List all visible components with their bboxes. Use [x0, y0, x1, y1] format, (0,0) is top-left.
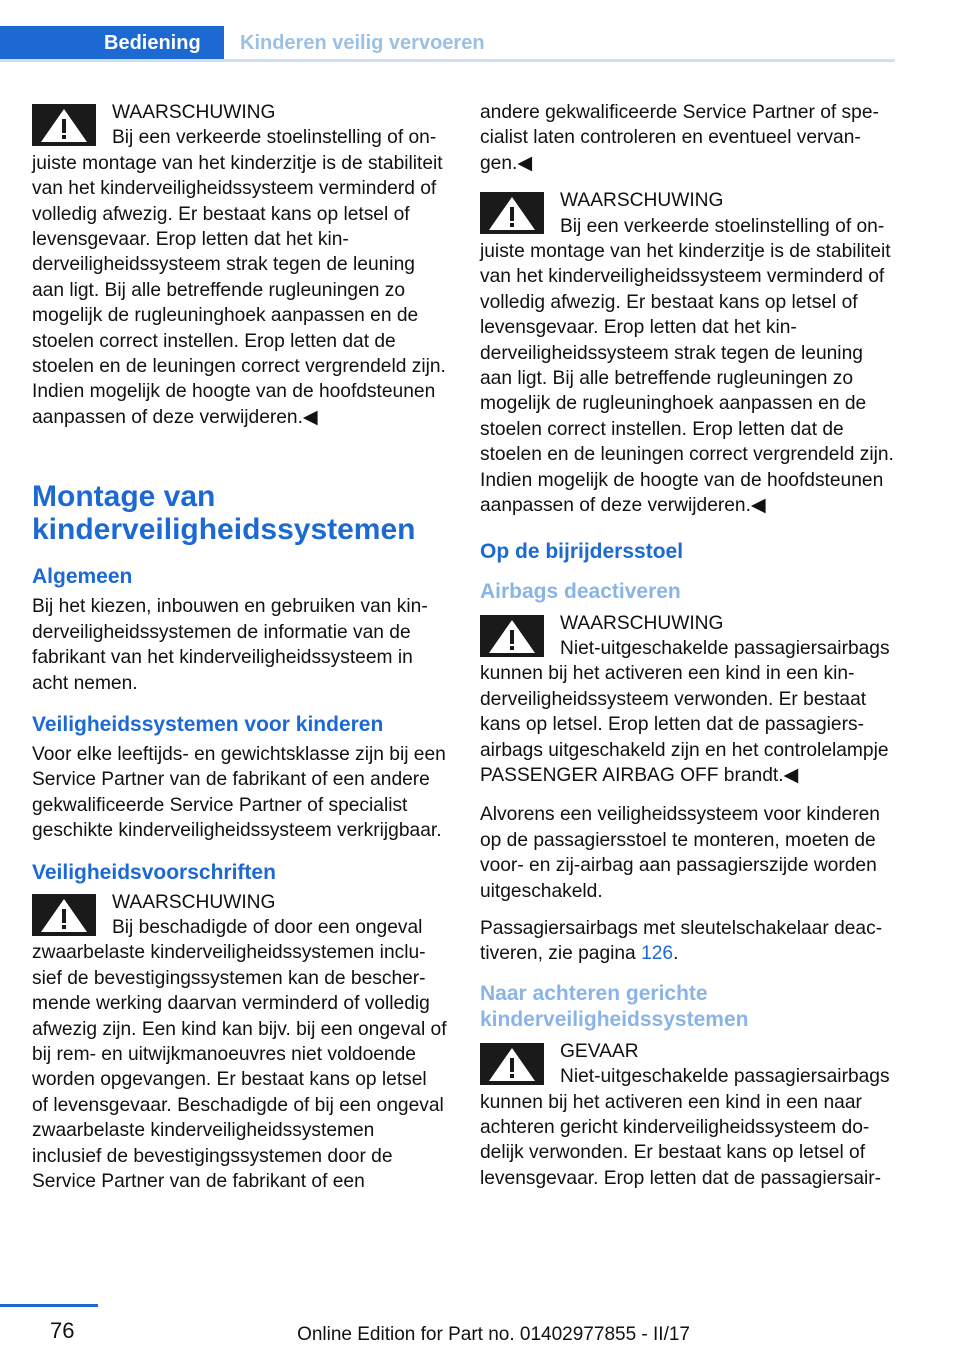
danger-title: GEVAAR — [560, 1040, 639, 1062]
paragraph-text: . — [673, 943, 679, 965]
paragraph: Alvorens een veiligheidssysteem voor kinderen op de passagiersstoel te monteren, moeten de voor- en zij-airbag aan passagierszijde worden uitgeschakeld. — [480, 804, 880, 902]
left-column — [32, 100, 447, 1208]
page-header — [0, 0, 895, 62]
section-heading: Montage van kinderveiligheidssystemen — [32, 480, 416, 547]
warning-triangle-icon — [480, 615, 544, 657]
warning-text: Bij een verkeerde stoelinstelling of onjuiste montage van het kinderzitje is de stabiliteit van het kinderveiligheidssysteem verminderd of volledig afwezig. Er bestaat kans op letsel of levensgevaar. Erop letten dat het kinderveiligheidssysteem strak tegen de leuning aan ligt. Bij alle betreffende rugleuningen zo mogelijk de rugleuninghoek aanpassen en de stoelen correct instellen. Erop letten dat de stoelen en de leuningen correct vergrendeld zijn. Indien mogelijk de hoogte van de hoofdsteunen aanpassen of deze verwijderen.◀ — [32, 127, 446, 428]
paragraph: Bij het kiezen, inbouwen en gebruiken van kinderveiligheidssystemen de informatie van de fabrikant van het kinderveiligheidssysteem in acht nemen. — [32, 596, 428, 694]
subheading-bijrijdersstoel: Op de bijrijdersstoel — [480, 539, 684, 563]
warning-title: WAARSCHUWING — [560, 612, 724, 634]
warning-block — [32, 890, 447, 1195]
paragraph: Voor elke leeftijds- en gewichtsklasse zijn bij een Service Partner van de fabrikant of een andere gekwalificeerde Service Partner of specialist geschikte kinderveiligheidssysteem verkrijgbaar. — [32, 743, 446, 842]
section-tab: Bediening — [0, 26, 224, 60]
header-rule — [0, 59, 895, 62]
subheading-veiligheidsvoorschriften: Veiligheidsvoorschriften — [32, 860, 276, 884]
paragraph-text: Passagiersairbags met sleutelschakelaar deactiveren, zie pagina — [480, 917, 883, 965]
edition-label: Online Edition for Part no. 01402977855 - II/17 — [297, 1324, 690, 1345]
page-number: 76 — [50, 1318, 75, 1343]
subheading-veiligheidssystemen: Veiligheidssystemen voor kinderen — [32, 712, 384, 736]
danger-text: Niet-uitgeschakelde passagiersairbags kunnen bij het activeren een kind in een naar achteren gericht kinderveiligheidssysteem dodelijk verwonden. Er bestaat kans op letsel of levensgevaar. Erop letten dat de passagiersair- — [480, 1066, 890, 1189]
subheading-naar-achteren: Naar achteren gerichte kinderveiligheidssystemen — [480, 981, 749, 1031]
warning-block — [480, 188, 895, 518]
subheading-algemeen: Algemeen — [32, 565, 133, 589]
subheading-airbags-deactiveren: Airbags deactiveren — [480, 579, 681, 603]
page-link[interactable]: 126 — [641, 943, 674, 965]
paragraph-with-link — [480, 916, 895, 967]
warning-title: WAARSCHUWING — [560, 190, 724, 212]
warning-triangle-icon — [480, 1043, 544, 1085]
warning-text: Bij een verkeerde stoelinstelling of onjuiste montage van het kinderzitje is de stabiliteit van het kinderveiligheidssysteem verminderd of volledig afwezig. Er bestaat kans op letsel of levensgevaar. Erop letten dat het kinderveiligheidssysteem strak tegen de leuning aan ligt. Bij alle betreffende rugleuningen zo mogelijk de rugleuninghoek aanpassen en de stoelen correct instellen. Erop letten dat de stoelen en de leuningen correct vergrendeld zijn. Indien mogelijk de hoogte van de hoofdsteunen aanpassen of deze verwijderen.◀ — [480, 215, 894, 517]
warning-block — [480, 611, 895, 789]
warning-triangle-icon — [480, 192, 544, 234]
warning-triangle-icon — [32, 104, 96, 146]
warning-title: WAARSCHUWING — [112, 891, 276, 913]
warning-text: Niet-uitgeschakelde passagiersairbags kunnen bij het activeren een kind in een kinderveiligheidssysteem verwonden. Er bestaat kans op letsel. Erop letten dat de passagiersairbags uitgeschakeld zijn en het controlelampje PASSENGER AIRBAG OFF brandt.◀ — [480, 637, 890, 786]
paragraph-continued: andere gekwalificeerde Service Partner of specialist laten controleren en eventueel vervangen.◀ — [480, 102, 879, 174]
warning-text: Bij beschadigde of door een ongeval zwaarbelaste kinderveiligheidssystemen inclusief de bevestigingssystemen kan de beschermende werking daarvan verminderd of volledig afwezig zijn. Een kind kan bijv. bij een ongeval of bij rem- en uitwijkmanoeuvres niet voldoende worden opgevangen. Er bestaat kans op letsel of levensgevaar. Beschadigde of bij een ongeval zwaarbelaste kinderveiligheidssystemen inclusief de bevestigingssystemen door de Service Partner van de fabrikant of een — [32, 916, 447, 1192]
right-column — [480, 100, 895, 1205]
warning-block — [32, 100, 447, 430]
danger-block — [480, 1039, 895, 1191]
warning-title: WAARSCHUWING — [112, 102, 276, 123]
chapter-tab: Kinderen veilig vervoeren — [240, 32, 485, 54]
warning-triangle-icon — [32, 894, 96, 936]
footer-rule — [0, 1304, 98, 1307]
